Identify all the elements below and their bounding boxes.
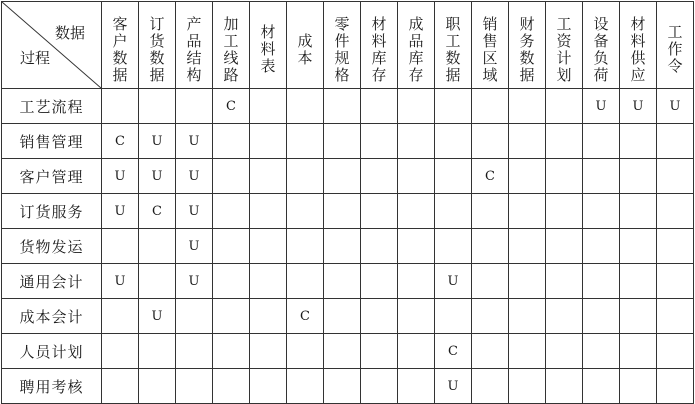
matrix-cell <box>546 369 583 404</box>
matrix-cell: C <box>102 124 139 159</box>
corner-header-cell <box>2 2 102 89</box>
matrix-cell <box>472 264 509 299</box>
matrix-cell <box>324 264 361 299</box>
column-header: 财务数据 <box>509 2 546 89</box>
row-label: 订货服务 <box>2 194 102 229</box>
matrix-cell <box>472 124 509 159</box>
column-header: 产品结构 <box>176 2 213 89</box>
matrix-cell <box>324 124 361 159</box>
matrix-cell <box>620 124 657 159</box>
matrix-cell <box>361 264 398 299</box>
column-header: 材料库存 <box>361 2 398 89</box>
matrix-cell <box>213 124 250 159</box>
column-header: 职工数据 <box>435 2 472 89</box>
matrix-cell <box>583 369 620 404</box>
matrix-cell: U <box>176 124 213 159</box>
matrix-cell <box>361 299 398 334</box>
matrix-cell <box>657 369 694 404</box>
matrix-cell <box>435 229 472 264</box>
matrix-cell <box>361 89 398 124</box>
column-header: 零件规格 <box>324 2 361 89</box>
matrix-cell <box>102 334 139 369</box>
matrix-cell <box>361 369 398 404</box>
matrix-cell <box>361 124 398 159</box>
matrix-cell <box>435 89 472 124</box>
table-row <box>2 334 694 369</box>
matrix-cell <box>509 124 546 159</box>
column-header: 加工线路 <box>213 2 250 89</box>
matrix-cell <box>176 334 213 369</box>
matrix-cell: U <box>176 264 213 299</box>
matrix-cell: C <box>287 299 324 334</box>
matrix-cell <box>176 89 213 124</box>
row-label: 客户管理 <box>2 159 102 194</box>
matrix-cell <box>250 124 287 159</box>
column-header: 销售区域 <box>472 2 509 89</box>
matrix-cell <box>361 229 398 264</box>
matrix-cell: U <box>435 264 472 299</box>
row-label: 工艺流程 <box>2 89 102 124</box>
column-header: 材料供应 <box>620 2 657 89</box>
matrix-cell: U <box>583 89 620 124</box>
matrix-cell: U <box>139 159 176 194</box>
matrix-cell <box>546 159 583 194</box>
matrix-cell <box>620 334 657 369</box>
matrix-cell: U <box>102 194 139 229</box>
table-row <box>2 299 694 334</box>
matrix-cell <box>435 124 472 159</box>
matrix-cell <box>435 159 472 194</box>
matrix-cell <box>324 194 361 229</box>
matrix-cell <box>139 334 176 369</box>
table-row <box>2 264 694 299</box>
matrix-cell <box>620 229 657 264</box>
matrix-cell <box>620 264 657 299</box>
matrix-cell: C <box>213 89 250 124</box>
matrix-cell <box>435 194 472 229</box>
header-row <box>2 2 694 89</box>
corner-label-process: 过程 <box>20 49 51 67</box>
matrix-cell <box>250 264 287 299</box>
matrix-cell: U <box>620 89 657 124</box>
column-header: 成品库存 <box>398 2 435 89</box>
matrix-cell <box>546 299 583 334</box>
matrix-cell <box>657 334 694 369</box>
row-label: 货物发运 <box>2 229 102 264</box>
column-header: 成本 <box>287 2 324 89</box>
matrix-cell: U <box>435 369 472 404</box>
row-label: 人员计划 <box>2 334 102 369</box>
matrix-cell <box>509 194 546 229</box>
matrix-cell <box>583 334 620 369</box>
matrix-cell <box>398 299 435 334</box>
matrix-cell <box>213 194 250 229</box>
row-label: 销售管理 <box>2 124 102 159</box>
row-label: 成本会计 <box>2 299 102 334</box>
matrix-cell <box>139 264 176 299</box>
matrix-cell <box>398 229 435 264</box>
matrix-cell <box>287 334 324 369</box>
matrix-cell <box>398 89 435 124</box>
matrix-cell <box>620 369 657 404</box>
matrix-cell <box>657 299 694 334</box>
matrix-cell <box>546 229 583 264</box>
matrix-cell <box>472 89 509 124</box>
table-row <box>2 89 694 124</box>
matrix-body <box>2 89 694 404</box>
matrix-cell: C <box>139 194 176 229</box>
process-data-matrix <box>1 1 694 404</box>
matrix-cell <box>324 89 361 124</box>
row-label: 通用会计 <box>2 264 102 299</box>
matrix-cell <box>583 159 620 194</box>
matrix-cell <box>472 229 509 264</box>
column-header: 设备负荷 <box>583 2 620 89</box>
matrix-cell <box>287 124 324 159</box>
column-header: 工作令 <box>657 2 694 89</box>
matrix-cell <box>324 334 361 369</box>
matrix-cell <box>361 159 398 194</box>
matrix-cell: C <box>435 334 472 369</box>
matrix-cell <box>176 369 213 404</box>
matrix-cell <box>509 369 546 404</box>
matrix-cell <box>509 229 546 264</box>
matrix-cell <box>250 159 287 194</box>
table-row <box>2 124 694 159</box>
matrix-cell: U <box>176 229 213 264</box>
matrix-cell <box>361 194 398 229</box>
matrix-cell <box>213 159 250 194</box>
matrix-cell <box>509 264 546 299</box>
matrix-cell <box>102 369 139 404</box>
matrix-cell <box>472 194 509 229</box>
matrix-cell <box>139 89 176 124</box>
matrix-cell <box>398 194 435 229</box>
matrix-cell <box>324 299 361 334</box>
matrix-cell <box>213 264 250 299</box>
matrix-cell <box>213 334 250 369</box>
matrix-cell <box>176 299 213 334</box>
matrix-cell <box>472 299 509 334</box>
matrix-cell <box>102 89 139 124</box>
corner-diagonal-line <box>2 2 101 88</box>
matrix-cell <box>546 194 583 229</box>
matrix-cell <box>509 299 546 334</box>
matrix-cell <box>102 299 139 334</box>
matrix-cell: U <box>139 124 176 159</box>
matrix-cell <box>398 264 435 299</box>
matrix-cell <box>398 369 435 404</box>
matrix-cell <box>250 369 287 404</box>
matrix-cell <box>324 369 361 404</box>
matrix-cell <box>287 229 324 264</box>
matrix-cell <box>472 369 509 404</box>
matrix-cell <box>250 229 287 264</box>
corner-label-data: 数据 <box>54 24 85 42</box>
matrix-cell <box>287 159 324 194</box>
matrix-cell <box>102 229 139 264</box>
matrix-cell <box>287 369 324 404</box>
matrix-cell <box>657 264 694 299</box>
matrix-cell <box>324 229 361 264</box>
matrix-cell <box>620 299 657 334</box>
matrix-cell <box>583 264 620 299</box>
column-header: 订货数据 <box>139 2 176 89</box>
matrix-cell <box>509 334 546 369</box>
matrix-cell <box>398 124 435 159</box>
matrix-cell <box>213 369 250 404</box>
matrix-cell <box>583 124 620 159</box>
row-label: 聘用考核 <box>2 369 102 404</box>
matrix-cell <box>546 264 583 299</box>
table-row <box>2 369 694 404</box>
matrix-cell <box>657 159 694 194</box>
matrix-cell <box>287 264 324 299</box>
matrix-cell <box>583 299 620 334</box>
column-header: 客户数据 <box>102 2 139 89</box>
matrix-cell: U <box>102 264 139 299</box>
matrix-cell <box>620 194 657 229</box>
matrix-cell: U <box>176 194 213 229</box>
column-header: 工资计划 <box>546 2 583 89</box>
matrix-cell <box>546 89 583 124</box>
matrix-cell <box>250 334 287 369</box>
matrix-cell <box>435 299 472 334</box>
matrix-cell: U <box>176 159 213 194</box>
matrix-cell <box>583 229 620 264</box>
matrix-cell <box>250 194 287 229</box>
matrix-cell <box>139 229 176 264</box>
matrix-cell <box>287 89 324 124</box>
matrix-cell <box>509 159 546 194</box>
table-row <box>2 229 694 264</box>
matrix-cell: U <box>102 159 139 194</box>
column-header: 材料表 <box>250 2 287 89</box>
matrix-cell <box>472 334 509 369</box>
matrix-cell <box>213 299 250 334</box>
matrix-cell <box>398 159 435 194</box>
matrix-cell <box>657 194 694 229</box>
matrix-cell <box>250 299 287 334</box>
matrix-cell: C <box>472 159 509 194</box>
matrix-cell <box>509 89 546 124</box>
matrix-cell: U <box>657 89 694 124</box>
matrix-cell <box>324 159 361 194</box>
matrix-cell <box>620 159 657 194</box>
matrix-cell <box>287 194 324 229</box>
matrix-cell <box>546 124 583 159</box>
matrix-cell: U <box>139 299 176 334</box>
matrix-cell <box>250 89 287 124</box>
matrix-cell <box>213 229 250 264</box>
matrix-cell <box>361 334 398 369</box>
matrix-cell <box>657 124 694 159</box>
matrix-cell <box>546 334 583 369</box>
matrix-cell <box>657 229 694 264</box>
table-row <box>2 194 694 229</box>
matrix-cell <box>139 369 176 404</box>
table-row <box>2 159 694 194</box>
matrix-cell <box>583 194 620 229</box>
matrix-cell <box>398 334 435 369</box>
